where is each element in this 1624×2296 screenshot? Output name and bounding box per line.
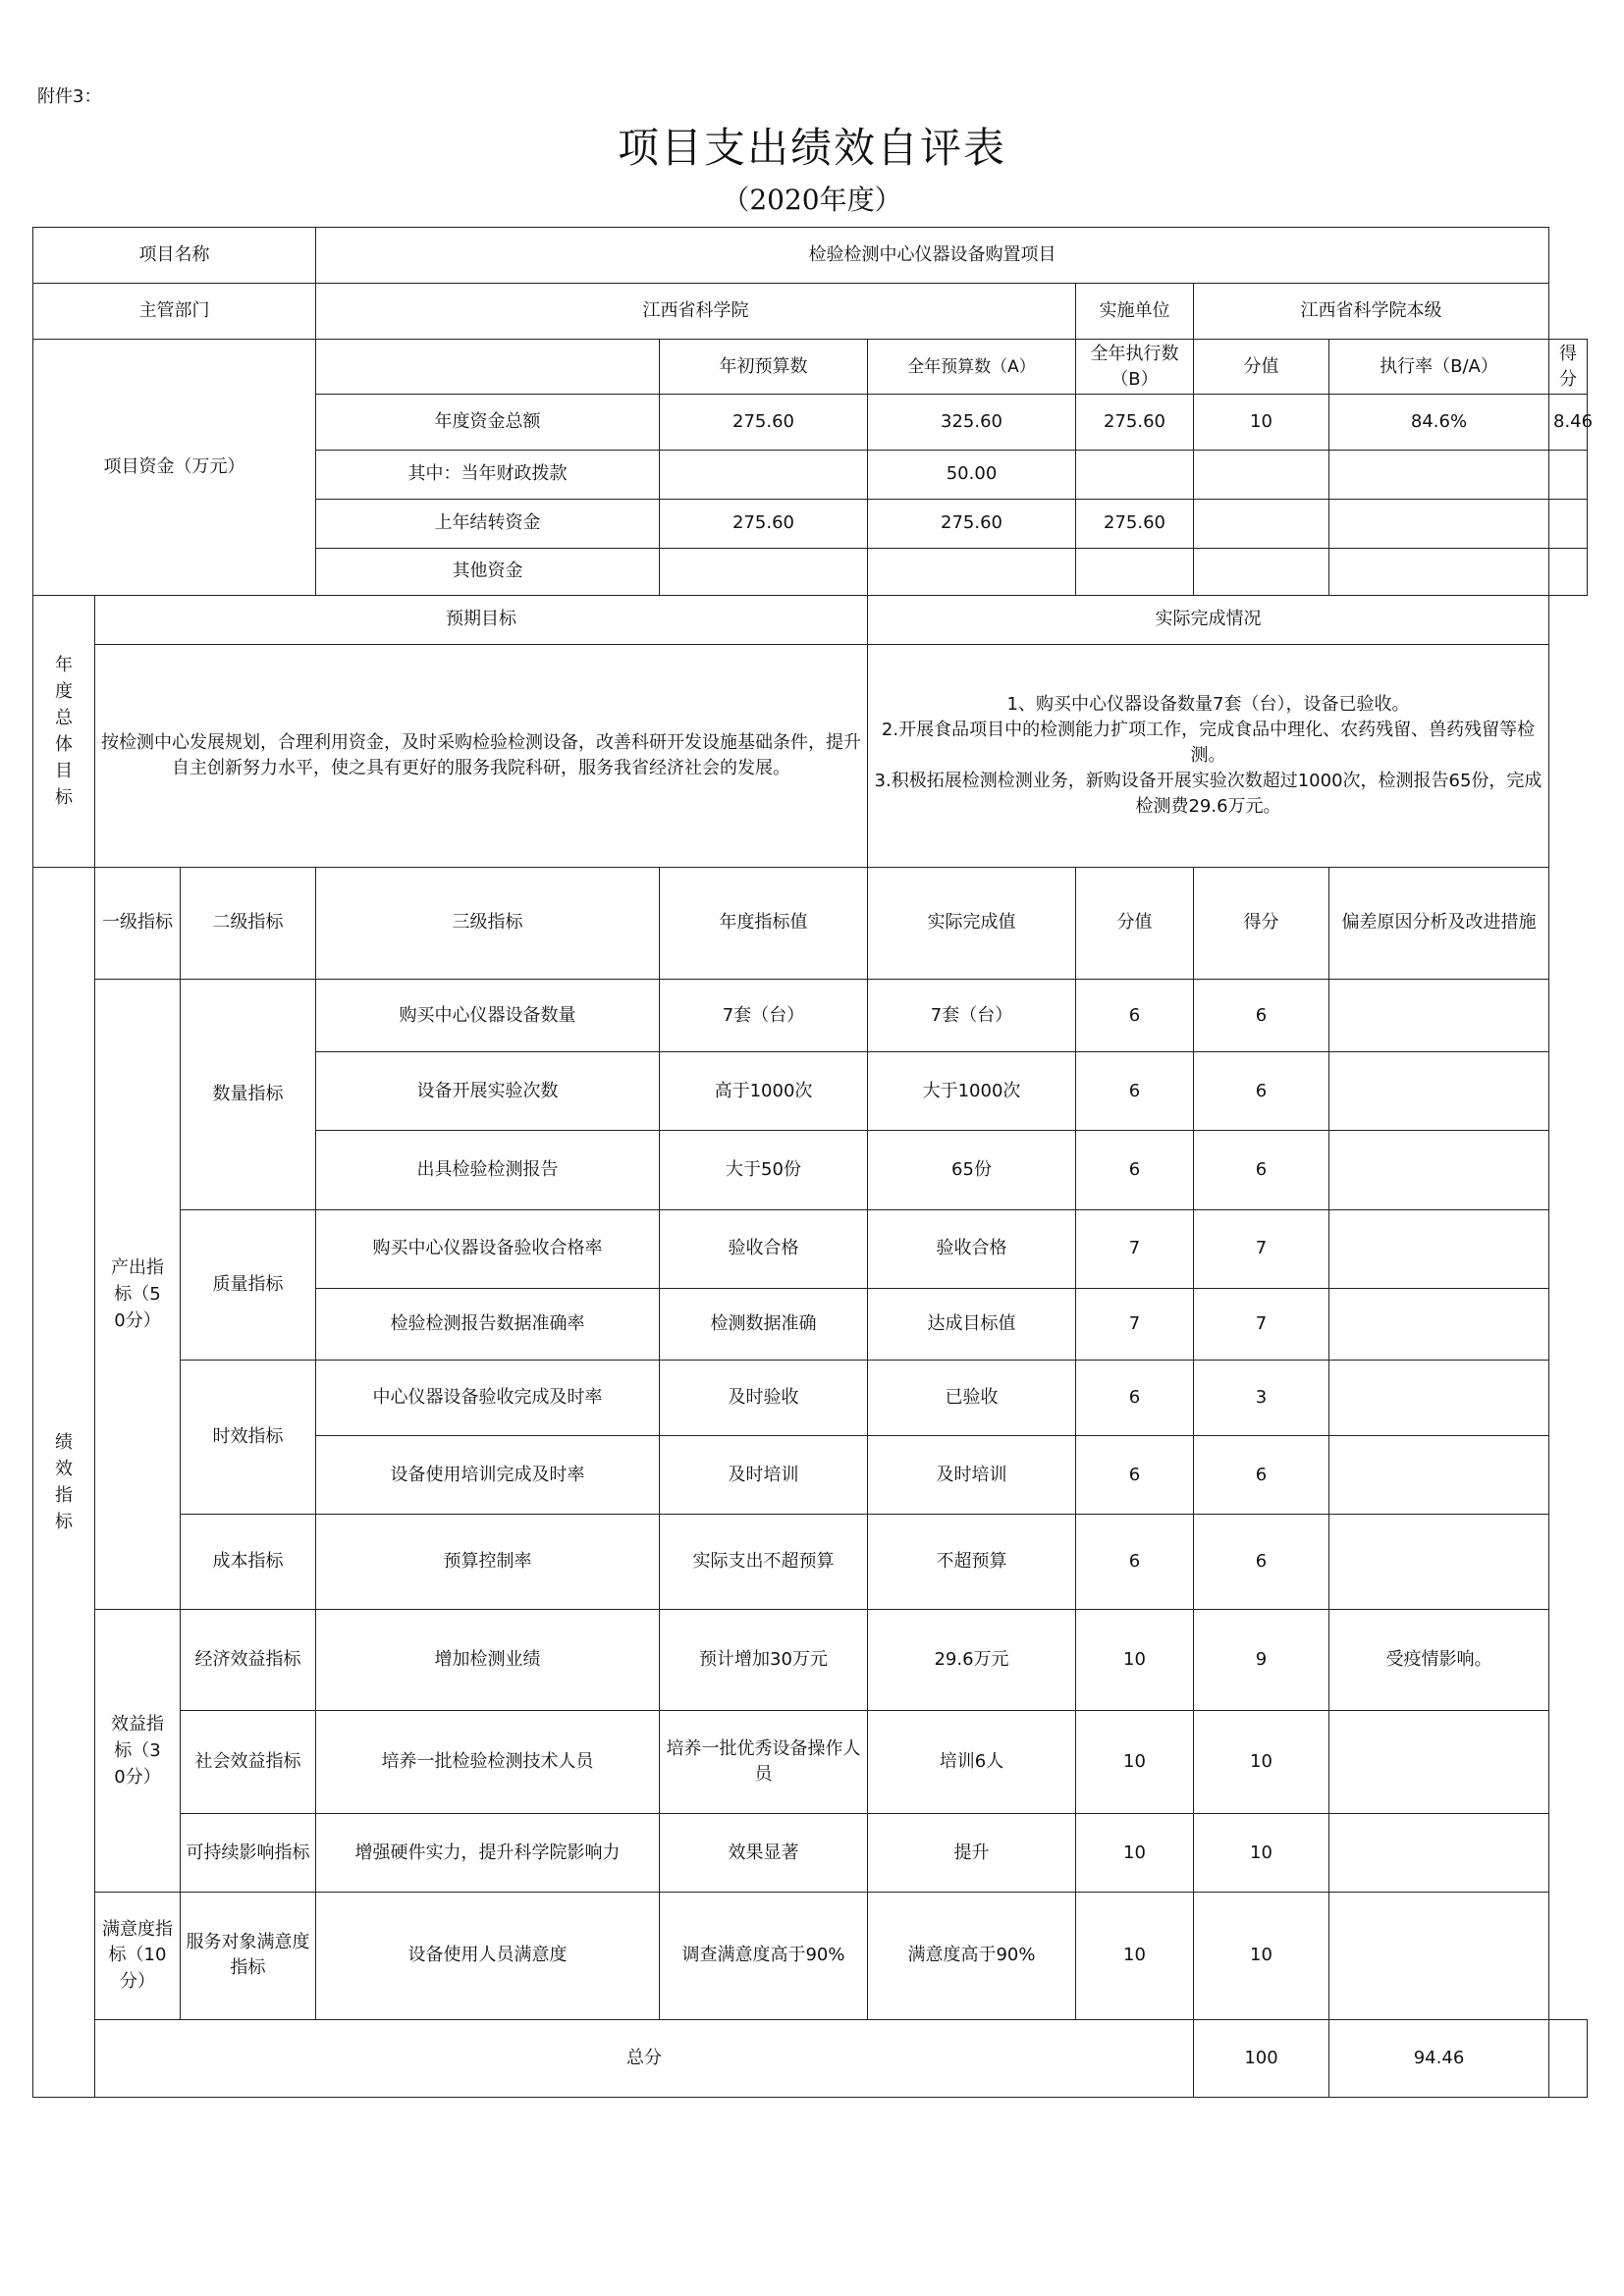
indicator-actual: 提升 bbox=[868, 1814, 1076, 1893]
funds-initial bbox=[660, 548, 868, 595]
funds-header-score: 得分 bbox=[1549, 340, 1588, 395]
row-indicators-header bbox=[33, 867, 1588, 979]
unit-value: 江西省科学院本级 bbox=[1194, 284, 1549, 340]
indicator-note: 受疫情影响。 bbox=[1329, 1609, 1549, 1710]
indicator-score-value: 7 bbox=[1076, 1288, 1194, 1360]
dept-label: 主管部门 bbox=[33, 284, 316, 340]
expected-goal-text: 按检测中心发展规划，合理利用资金，及时采购检验检测设备，改善科研开发设施基础条件，提升自主创新努力水平，使之具有更好的服务我院科研，服务我省经济社会的发展。 bbox=[95, 645, 868, 868]
indicator-score-value: 10 bbox=[1076, 1893, 1194, 2019]
indicator-actual: 7套（台） bbox=[868, 979, 1076, 1051]
indicator-target: 实际支出不超预算 bbox=[660, 1515, 868, 1609]
indicator-actual: 满意度高于90% bbox=[868, 1893, 1076, 2019]
indicator-score-value: 6 bbox=[1076, 979, 1194, 1051]
quality-indicator-label: 质量指标 bbox=[181, 1209, 316, 1360]
funds-header-blank bbox=[316, 340, 660, 395]
cost-indicator-label: 成本指标 bbox=[181, 1515, 316, 1609]
indicator-score: 10 bbox=[1194, 1893, 1329, 2019]
indicator-actual: 65份 bbox=[868, 1131, 1076, 1209]
indicator-note bbox=[1329, 1131, 1549, 1209]
indicator-score-value: 7 bbox=[1076, 1209, 1194, 1288]
funds-annual: 275.60 bbox=[868, 499, 1076, 548]
satisfaction-indicator-label: 满意度指标（10分） bbox=[95, 1893, 181, 2019]
total-note bbox=[1549, 2019, 1588, 2097]
indicator-target: 高于1000次 bbox=[660, 1052, 868, 1131]
funds-header-executed: 全年执行数（B） bbox=[1076, 340, 1194, 395]
row-goals-header bbox=[33, 595, 1588, 644]
social-indicator-label: 社会效益指标 bbox=[181, 1710, 316, 1813]
indicator-actual: 不超预算 bbox=[868, 1515, 1076, 1609]
indicator-row bbox=[33, 1814, 1588, 1893]
indicator-score: 10 bbox=[1194, 1814, 1329, 1893]
indicator-name: 购买中心仪器设备验收合格率 bbox=[316, 1209, 660, 1288]
indicator-name: 增加检测业绩 bbox=[316, 1609, 660, 1710]
funds-score bbox=[1549, 450, 1588, 499]
indicator-target: 及时验收 bbox=[660, 1360, 868, 1435]
funds-executed: 275.60 bbox=[1076, 499, 1194, 548]
indicator-score: 6 bbox=[1194, 979, 1329, 1051]
funds-row-label: 其他资金 bbox=[316, 548, 660, 595]
header-level2: 二级指标 bbox=[181, 867, 316, 979]
funds-score-value bbox=[1194, 450, 1329, 499]
funds-header-initial: 年初预算数 bbox=[660, 340, 868, 395]
quantity-indicator-label: 数量指标 bbox=[181, 979, 316, 1209]
dept-value: 江西省科学院 bbox=[316, 284, 1076, 340]
funds-annual: 325.60 bbox=[868, 395, 1076, 450]
indicator-name: 预算控制率 bbox=[316, 1515, 660, 1609]
indicator-score-value: 10 bbox=[1076, 1710, 1194, 1813]
indicator-target: 培养一批优秀设备操作人员 bbox=[660, 1710, 868, 1813]
indicator-score: 9 bbox=[1194, 1609, 1329, 1710]
indicator-name: 中心仪器设备验收完成及时率 bbox=[316, 1360, 660, 1435]
indicator-score-value: 6 bbox=[1076, 1515, 1194, 1609]
indicator-target: 7套（台） bbox=[660, 979, 868, 1051]
funds-header-rate: 执行率（B/A） bbox=[1329, 340, 1549, 395]
funds-score: 8.46 bbox=[1549, 395, 1588, 450]
funds-annual: 50.00 bbox=[868, 450, 1076, 499]
project-name-label: 项目名称 bbox=[33, 228, 316, 284]
row-goals-content bbox=[33, 645, 1588, 868]
funds-rate: 84.6% bbox=[1329, 395, 1549, 450]
row-department bbox=[33, 284, 1588, 340]
header-score: 得分 bbox=[1194, 867, 1329, 979]
annual-goal-label: 年度总体目标 bbox=[33, 595, 95, 867]
indicator-score: 6 bbox=[1194, 1436, 1329, 1515]
funds-row-label: 上年结转资金 bbox=[316, 499, 660, 548]
funds-rate bbox=[1329, 548, 1549, 595]
evaluation-table bbox=[32, 227, 1594, 2098]
indicator-score-value: 6 bbox=[1076, 1436, 1194, 1515]
indicator-target: 及时培训 bbox=[660, 1436, 868, 1515]
indicator-score: 3 bbox=[1194, 1360, 1329, 1435]
funds-score-value: 10 bbox=[1194, 395, 1329, 450]
indicator-actual: 大于1000次 bbox=[868, 1052, 1076, 1131]
funds-score-value bbox=[1194, 499, 1329, 548]
indicator-actual: 培训6人 bbox=[868, 1710, 1076, 1813]
total-label: 总分 bbox=[95, 2019, 1194, 2097]
expected-goal-header: 预期目标 bbox=[95, 595, 868, 644]
indicator-target: 调查满意度高于90% bbox=[660, 1893, 868, 2019]
indicator-target: 检测数据准确 bbox=[660, 1288, 868, 1360]
indicator-target: 大于50份 bbox=[660, 1131, 868, 1209]
header-note: 偏差原因分析及改进措施 bbox=[1329, 867, 1549, 979]
attachment-label: 附件3： bbox=[37, 86, 102, 107]
indicator-score-value: 6 bbox=[1076, 1360, 1194, 1435]
actual-result-text: 1、购买中心仪器设备数量7套（台），设备已验收。 2.开展食品项目中的检测能力扩项工作，完成食品中理化、农药残留、兽药残留等检测。 3.积极拓展检测检测业务，新购设备开展实验次数超过1000次，检测报告65份，完成检测费29.6万元。 bbox=[868, 645, 1549, 868]
funds-header-score-value: 分值 bbox=[1194, 340, 1329, 395]
indicator-row bbox=[33, 1209, 1588, 1288]
row-project-name bbox=[33, 228, 1588, 284]
total-score: 94.46 bbox=[1329, 2019, 1549, 2097]
indicator-actual: 已验收 bbox=[868, 1360, 1076, 1435]
row-funds-header bbox=[33, 340, 1588, 395]
funds-executed bbox=[1076, 450, 1194, 499]
indicator-score: 6 bbox=[1194, 1052, 1329, 1131]
indicator-row bbox=[33, 1609, 1588, 1710]
indicator-note bbox=[1329, 1515, 1549, 1609]
indicator-row bbox=[33, 1893, 1588, 2019]
indicator-score-value: 6 bbox=[1076, 1052, 1194, 1131]
indicator-name: 设备使用人员满意度 bbox=[316, 1893, 660, 2019]
page-title: 项目支出绩效自评表 bbox=[617, 124, 1006, 172]
indicator-row bbox=[33, 1515, 1588, 1609]
indicator-note bbox=[1329, 1436, 1549, 1515]
indicator-row bbox=[33, 1360, 1588, 1435]
service-satisfaction-label: 服务对象满意度指标 bbox=[181, 1893, 316, 2019]
funds-annual bbox=[868, 548, 1076, 595]
indicator-actual: 及时培训 bbox=[868, 1436, 1076, 1515]
indicator-name: 设备开展实验次数 bbox=[316, 1052, 660, 1131]
indicator-score: 10 bbox=[1194, 1710, 1329, 1813]
indicator-note bbox=[1329, 1209, 1549, 1288]
funds-rate bbox=[1329, 450, 1549, 499]
funds-initial bbox=[660, 450, 868, 499]
funds-initial: 275.60 bbox=[660, 499, 868, 548]
unit-label: 实施单位 bbox=[1076, 284, 1194, 340]
total-score-value: 100 bbox=[1194, 2019, 1329, 2097]
funds-row-label: 年度资金总额 bbox=[316, 395, 660, 450]
indicator-note bbox=[1329, 1710, 1549, 1813]
indicator-score: 6 bbox=[1194, 1515, 1329, 1609]
indicator-actual: 验收合格 bbox=[868, 1209, 1076, 1288]
indicator-note bbox=[1329, 1288, 1549, 1360]
funds-header-annual: 全年预算数（A） bbox=[868, 340, 1076, 395]
header-level1: 一级指标 bbox=[95, 867, 181, 979]
indicator-note bbox=[1329, 1360, 1549, 1435]
funds-row-label: 其中：当年财政拨款 bbox=[316, 450, 660, 499]
funds-score bbox=[1549, 499, 1588, 548]
header-actual: 实际完成值 bbox=[868, 867, 1076, 979]
indicator-name: 设备使用培训完成及时率 bbox=[316, 1436, 660, 1515]
page-subtitle-year: （2020年度） bbox=[722, 184, 902, 216]
indicator-actual: 达成目标值 bbox=[868, 1288, 1076, 1360]
output-indicator-label: 产出指标（50分） bbox=[95, 979, 181, 1609]
indicator-note bbox=[1329, 1893, 1549, 2019]
funds-score-value bbox=[1194, 548, 1329, 595]
indicator-target: 效果显著 bbox=[660, 1814, 868, 1893]
indicator-name: 培养一批检验检测技术人员 bbox=[316, 1710, 660, 1813]
indicator-score: 6 bbox=[1194, 1131, 1329, 1209]
indicator-row bbox=[33, 979, 1588, 1051]
performance-indicators-label: 绩效指标 bbox=[33, 867, 95, 2097]
indicator-note bbox=[1329, 1052, 1549, 1131]
sustain-indicator-label: 可持续影响指标 bbox=[181, 1814, 316, 1893]
indicator-score: 7 bbox=[1194, 1288, 1329, 1360]
benefit-indicator-label: 效益指标（30分） bbox=[95, 1609, 181, 1893]
indicator-name: 购买中心仪器设备数量 bbox=[316, 979, 660, 1051]
funds-rate bbox=[1329, 499, 1549, 548]
indicator-score-value: 10 bbox=[1076, 1814, 1194, 1893]
indicator-name: 出具检验检测报告 bbox=[316, 1131, 660, 1209]
project-name-value: 检验检测中心仪器设备购置项目 bbox=[316, 228, 1549, 284]
indicator-target: 预计增加30万元 bbox=[660, 1609, 868, 1710]
funds-score bbox=[1549, 548, 1588, 595]
indicator-score-value: 10 bbox=[1076, 1609, 1194, 1710]
indicator-note bbox=[1329, 1814, 1549, 1893]
indicator-name: 检验检测报告数据准确率 bbox=[316, 1288, 660, 1360]
indicator-score: 7 bbox=[1194, 1209, 1329, 1288]
funds-executed: 275.60 bbox=[1076, 395, 1194, 450]
indicator-target: 验收合格 bbox=[660, 1209, 868, 1288]
indicator-score-value: 6 bbox=[1076, 1131, 1194, 1209]
header-level3: 三级指标 bbox=[316, 867, 660, 979]
funds-executed bbox=[1076, 548, 1194, 595]
timeliness-indicator-label: 时效指标 bbox=[181, 1360, 316, 1514]
row-total bbox=[33, 2019, 1588, 2097]
indicator-actual: 29.6万元 bbox=[868, 1609, 1076, 1710]
indicator-name: 增强硬件实力，提升科学院影响力 bbox=[316, 1814, 660, 1893]
indicator-note bbox=[1329, 979, 1549, 1051]
header-score-value: 分值 bbox=[1076, 867, 1194, 979]
header-target: 年度指标值 bbox=[660, 867, 868, 979]
actual-result-header: 实际完成情况 bbox=[868, 595, 1549, 644]
funds-label: 项目资金（万元） bbox=[33, 340, 316, 596]
indicator-row bbox=[33, 1710, 1588, 1813]
funds-initial: 275.60 bbox=[660, 395, 868, 450]
economic-indicator-label: 经济效益指标 bbox=[181, 1609, 316, 1710]
